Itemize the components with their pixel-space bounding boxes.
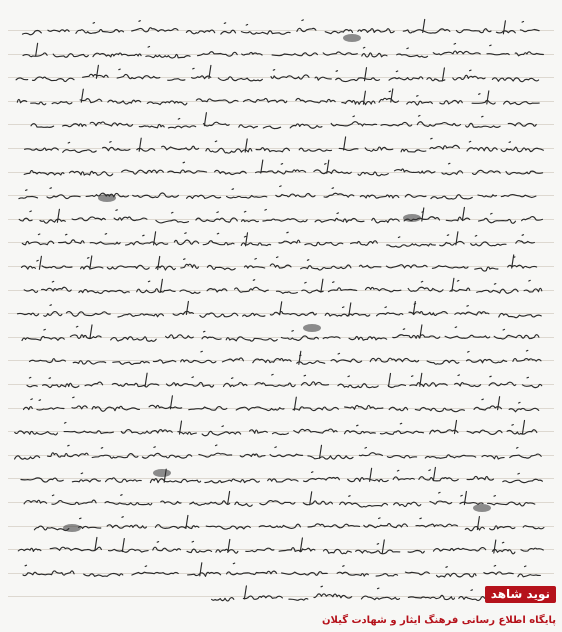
handwritten-text	[12, 8, 550, 618]
handwritten-line	[24, 160, 542, 176]
handwritten-line	[24, 278, 542, 293]
handwritten-line	[22, 255, 537, 271]
handwritten-line	[19, 208, 542, 224]
handwritten-line	[18, 538, 543, 554]
crossed-out-word	[63, 524, 81, 532]
handwritten-line	[15, 421, 537, 436]
watermark-subtitle: پایگاه اطلاع رسانی فرهنگ ایثار و شهادت گیلان	[321, 615, 556, 626]
handwritten-line	[23, 19, 540, 34]
handwritten-line	[24, 491, 535, 507]
crossed-out-word	[98, 194, 116, 202]
site-watermark	[321, 586, 556, 626]
handwritten-line	[24, 396, 539, 412]
handwritten-line	[22, 325, 539, 341]
crossed-out-word	[153, 469, 171, 477]
handwritten-line	[16, 65, 539, 81]
handwritten-line	[21, 467, 542, 483]
crossed-out-word	[403, 214, 421, 222]
handwritten-line	[23, 43, 543, 58]
crossed-out-word	[473, 504, 491, 512]
crossed-out-word	[303, 324, 321, 332]
handwritten-line	[25, 137, 544, 153]
handwritten-line	[31, 113, 536, 129]
handwritten-line	[34, 515, 544, 530]
handwritten-line	[22, 232, 534, 247]
handwritten-line	[17, 89, 539, 105]
handwritten-line	[15, 445, 542, 459]
watermark-brand: نوید شاهد	[485, 586, 556, 603]
crossed-out-word	[343, 34, 361, 42]
handwritten-line	[30, 350, 542, 364]
handwritten-line	[19, 186, 536, 199]
handwritten-line	[23, 563, 540, 577]
handwritten-line	[18, 301, 542, 317]
handwritten-line	[27, 373, 542, 387]
